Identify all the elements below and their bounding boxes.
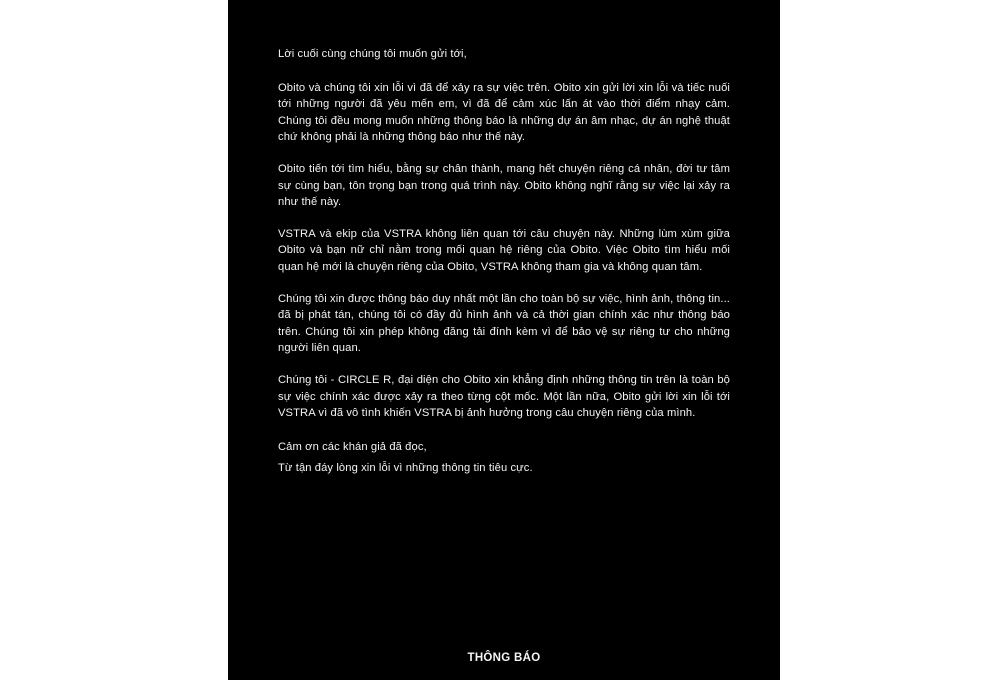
letter-closing-thanks: Cảm ơn các khán giả đã đọc, xyxy=(278,440,427,453)
letter-paragraph-confirmation: Chúng tôi - CIRCLE R, đại diện cho Obito xin khẳng định những thông tin trên là toàn bộ sự việc chính xác được xảy ra theo từng cột mốc. Một lần nữa, Obito gửi lời xin lỗi tới VSTRA vì đã vô tình khiến VSTRA bị ảnh hưởng trong câu chuyện riêng của mình. xyxy=(278,373,730,420)
letter-paragraph-apology: Obito và chúng tôi xin lỗi vì đã để xảy ra sự việc trên. Obito xin gửi lời xin lỗi và tiếc nuối tới những người đã yêu mến em, vì đã để cảm xúc lấn át vào thời điểm nhạy cảm. Chúng tôi đều mong muốn những thông báo là những dự án âm nhạc, dự án nghệ thuật chứ không phải là những thông báo như thế này. xyxy=(278,81,730,144)
footer-title: THÔNG BÁO xyxy=(467,652,541,664)
letter-greeting: Lời cuối cùng chúng tôi muốn gửi tới, xyxy=(278,48,467,60)
letter-closing-apology: Từ tận đáy lòng xin lỗi vì những thông tin tiêu cực. xyxy=(278,461,533,474)
letter-paragraph-relationship: Obito tiến tới tìm hiểu, bằng sự chân thành, mang hết chuyện riêng cá nhân, đời tư tâm sự cùng bạn, tôn trọng bạn trong quá trình này. Obito không nghĩ rằng sự việc lại xảy ra như thế này. xyxy=(278,162,730,209)
announcement-panel xyxy=(228,0,780,680)
letter-body xyxy=(278,46,730,479)
letter-paragraph-notice: Chúng tôi xin được thông báo duy nhất một lần cho toàn bộ sự việc, hình ảnh, thông tin... đã bị phát tán, chúng tôi có đầy đủ hình ảnh và cả thời gian chính xác như thông báo trên. Chúng tôi xin phép không đăng tải đính kèm vì để bảo vệ sự riêng tư cho những người liên quan. xyxy=(278,292,730,355)
letter-paragraph-vstra: VSTRA và ekip của VSTRA không liên quan tới câu chuyện này. Những lùm xùm giữa Obito và bạn nữ chỉ nằm trong mối quan hệ riêng của Obito. Việc Obito tìm hiểu mối quan hệ mới là chuyện riêng của Obito, VSTRA không tham gia và không quan tâm. xyxy=(278,227,730,273)
letter-closing xyxy=(278,437,730,479)
